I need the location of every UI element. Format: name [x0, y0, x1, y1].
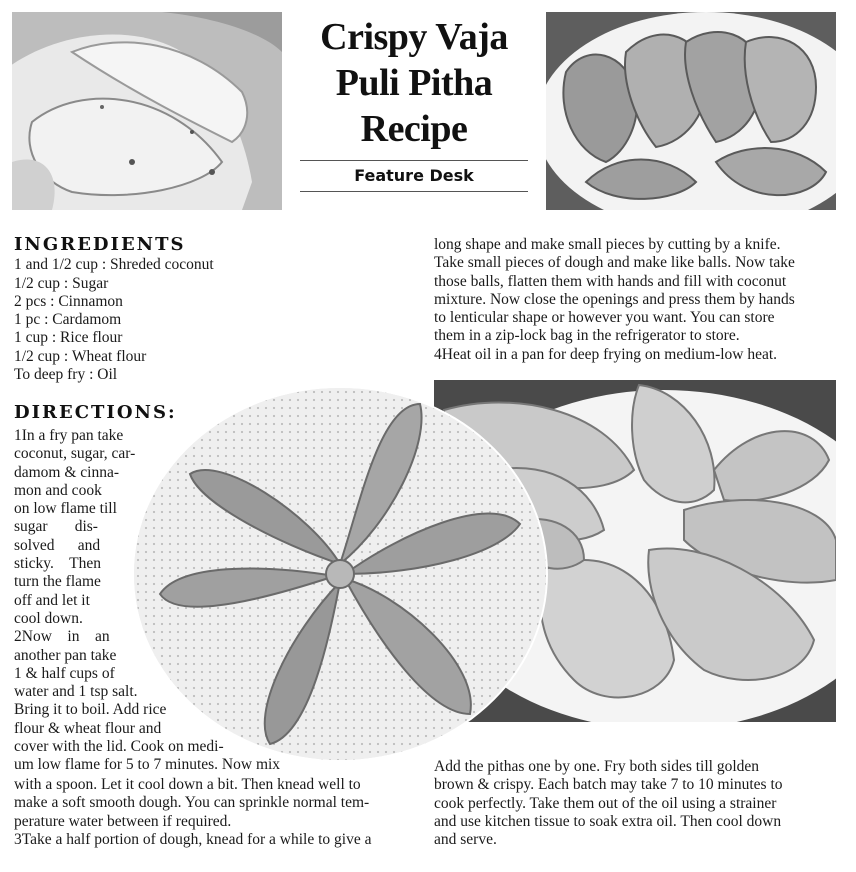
text-line: Take small pieces of dough and make like balls. Now take — [434, 254, 795, 272]
text-line: 1 & half cups of — [14, 664, 115, 682]
pitha-closeup-photo — [12, 12, 282, 210]
text-line: flour & wheat flour and — [14, 719, 162, 737]
text-line: mixture. Now close the openings and press them by hands — [434, 290, 795, 308]
text-line: sugar dis- — [14, 518, 98, 536]
text-line: those balls, flatten them with hands and fill with coconut — [434, 272, 787, 290]
text-line: mon and cook — [14, 481, 102, 499]
text-line: and serve. — [434, 831, 497, 849]
text-line: water and 1 tsp salt. — [14, 683, 138, 701]
text-line: another pan take — [14, 646, 117, 664]
text-line: on low flame till — [14, 500, 117, 518]
text-line: coconut, sugar, car- — [14, 445, 136, 463]
directions-text-right-bottom — [434, 758, 836, 849]
title-line: Crispy Vaja — [320, 16, 508, 58]
text-line: cook perfectly. Take them out of the oil using a strainer — [434, 794, 777, 812]
text-line: perature water between if required. — [14, 812, 232, 830]
text-line: Bring it to boil. Add rice — [14, 701, 167, 719]
directions-text-right-top — [434, 236, 836, 364]
ingredient-item: 1 and 1/2 cup : Shreded coconut — [14, 256, 214, 274]
text-line: 3Take a half portion of dough, knead for a while to give a — [14, 830, 372, 848]
ingredients-heading: INGREDIENTS — [14, 234, 186, 255]
directions-heading: DIRECTIONS: — [14, 402, 177, 423]
text-line: make a soft smooth dough. You can sprinkle normal tem- — [14, 794, 370, 812]
text-line: long shape and make small pieces by cutting by a knife. — [434, 236, 781, 253]
text-line: brown & crispy. Each batch may take 7 to 10 minutes to — [434, 776, 783, 794]
ingredient-item: 2 pcs : Cinnamon — [14, 292, 123, 310]
text-line: damom & cinna- — [14, 463, 120, 481]
directions-text-wide — [14, 776, 414, 849]
byline: Feature Desk — [354, 166, 474, 185]
text-line: with a spoon. Let it cool down a bit. Then knead well to — [14, 776, 361, 793]
text-line: and use kitchen tissue to soak extra oil. Then cool down — [434, 812, 782, 830]
article-title — [300, 14, 528, 152]
text-line: um low flame for 5 to 7 minutes. Now mix — [14, 756, 281, 774]
headline-block — [300, 14, 528, 192]
text-line: cool down. — [14, 609, 83, 627]
ingredient-item: 1/2 cup : Sugar — [14, 274, 109, 292]
text-line: 4Heat oil in a pan for deep frying on medium-low heat. — [434, 345, 778, 363]
text-line: solved and — [14, 536, 101, 554]
text-line: turn the flame — [14, 573, 101, 591]
ingredient-item: 1/2 cup : Wheat flour — [14, 347, 147, 365]
title-line: Recipe — [360, 108, 468, 150]
text-line: 1In a fry pan take — [14, 427, 124, 444]
text-line: sticky. Then — [14, 555, 101, 573]
ingredient-item: 1 cup : Rice flour — [14, 329, 123, 347]
text-line: off and let it — [14, 591, 90, 609]
ingredient-item: To deep fry : Oil — [14, 366, 118, 384]
ingredients-section — [14, 236, 414, 384]
text-line: Add the pithas one by one. Fry both sides till golden — [434, 758, 760, 775]
patterned-pitha-plate-photo — [132, 386, 548, 762]
pitha-plate-photo — [546, 12, 836, 210]
text-line: them in a zip-lock bag in the refrigerator to store. — [434, 327, 740, 345]
ingredient-item: 1 pc : Cardamom — [14, 311, 122, 329]
text-line: 2Now in an — [14, 628, 110, 646]
divider — [300, 191, 528, 192]
directions-text-narrow — [14, 427, 281, 775]
text-line: to lenticular shape or however you want. You can store — [434, 309, 775, 327]
title-line: Puli Pitha — [335, 62, 493, 104]
text-line: cover with the lid. Cook on medi- — [14, 738, 224, 756]
